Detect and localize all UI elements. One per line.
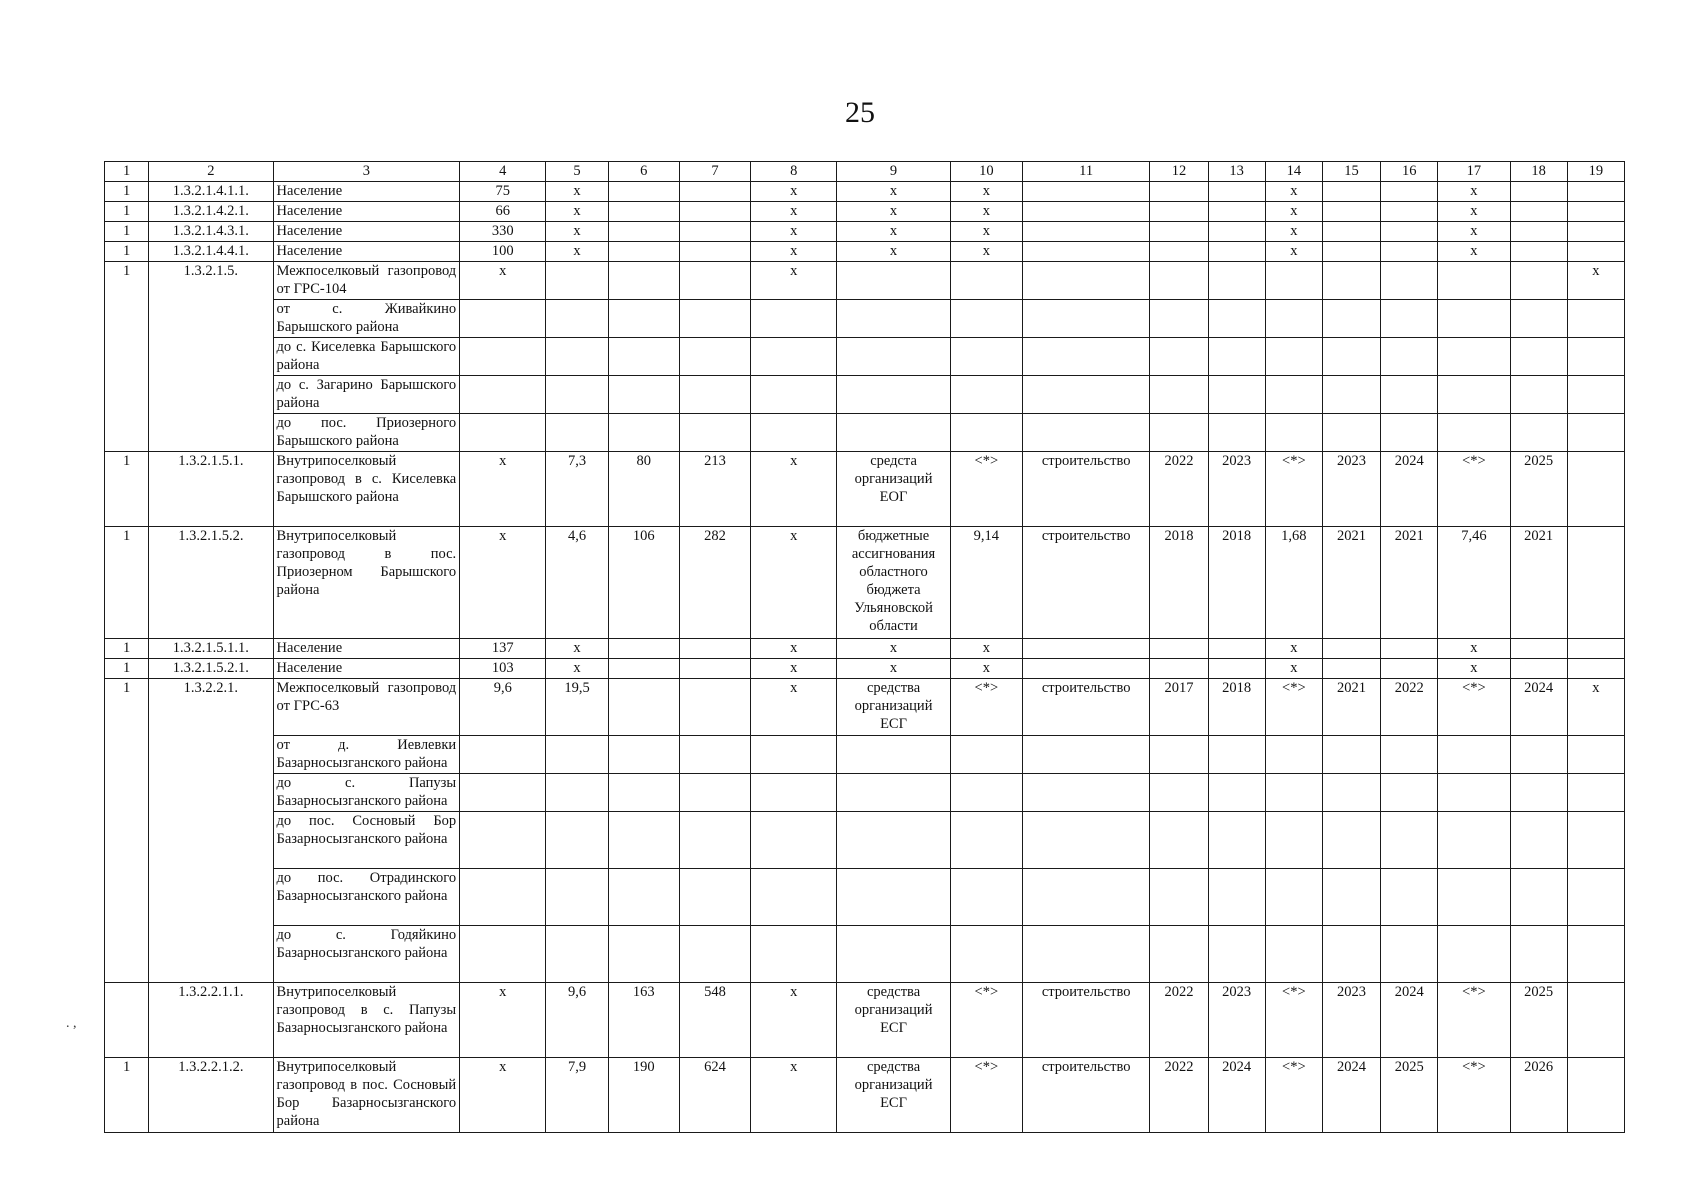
cell: x (546, 242, 608, 262)
cell (1381, 182, 1438, 202)
cell: x (1567, 679, 1624, 736)
cell: 1 (105, 182, 149, 202)
cell: 2023 (1322, 452, 1380, 527)
cell: x (1438, 639, 1510, 659)
cell: x (837, 202, 950, 222)
cell (679, 202, 750, 222)
cell: 2021 (1510, 527, 1567, 639)
cell (1022, 659, 1149, 679)
header-cell: 11 (1022, 162, 1149, 182)
cell: 1 (105, 679, 149, 983)
table-row (105, 527, 1625, 639)
cell (1510, 262, 1567, 300)
header-cell: 1 (105, 162, 149, 182)
cell: x (950, 242, 1022, 262)
cell: Внутрипоселковый газопровод в с. Киселевка Барышского района (273, 452, 460, 527)
cell: x (1438, 659, 1510, 679)
cell: x (1567, 262, 1624, 300)
cell: 2025 (1510, 452, 1567, 527)
cell (1510, 659, 1567, 679)
cell: <*> (1265, 679, 1322, 736)
cell (1150, 222, 1208, 242)
header-cell: 19 (1567, 162, 1624, 182)
cell: <*> (1438, 679, 1510, 736)
table-row (105, 376, 1625, 414)
cell: 2024 (1322, 1058, 1380, 1133)
cell: 2023 (1208, 983, 1265, 1058)
cell: до пос. Отрадинского Базарносызганского района (273, 869, 460, 926)
cell: 2024 (1510, 679, 1567, 736)
cell (1322, 242, 1380, 262)
cell: средства организаций ЕСГ (837, 679, 950, 736)
cell: x (1265, 202, 1322, 222)
cell: до с. Киселевка Барышского района (273, 338, 460, 376)
cell (1567, 202, 1624, 222)
table-row (105, 736, 1625, 774)
cell (1567, 1058, 1624, 1133)
cell (1150, 202, 1208, 222)
cell: от с. Живайкино Барышского района (273, 300, 460, 338)
table-row (105, 812, 1625, 869)
header-cell: 5 (546, 162, 608, 182)
cell (608, 679, 679, 736)
cell: 7,9 (546, 1058, 608, 1133)
cell (679, 659, 750, 679)
cell: x (751, 1058, 837, 1133)
cell (1510, 242, 1567, 262)
cell: строительство (1022, 1058, 1149, 1133)
cell: Население (273, 182, 460, 202)
cell (1208, 262, 1265, 300)
cell: до пос. Приозерного Барышского района (273, 414, 460, 452)
cell: x (460, 527, 546, 639)
cell: x (1265, 242, 1322, 262)
header-cell: 14 (1265, 162, 1322, 182)
cell: x (1438, 182, 1510, 202)
cell: 2022 (1150, 1058, 1208, 1133)
table-row (105, 679, 1625, 736)
cell (1150, 639, 1208, 659)
cell: до пос. Сосновый Бор Базарносызганского района (273, 812, 460, 869)
cell: <*> (950, 1058, 1022, 1133)
cell: 75 (460, 182, 546, 202)
table-row (105, 983, 1625, 1058)
cell (1381, 242, 1438, 262)
cell (679, 182, 750, 202)
cell: 330 (460, 222, 546, 242)
cell: x (460, 262, 546, 300)
header-cell: 18 (1510, 162, 1567, 182)
cell: Межпоселковый газопровод от ГРС-63 (273, 679, 460, 736)
cell (1510, 222, 1567, 242)
cell: x (546, 182, 608, 202)
table-row (105, 222, 1625, 242)
cell: x (950, 222, 1022, 242)
cell (1208, 242, 1265, 262)
header-cell: 2 (149, 162, 273, 182)
cell (679, 639, 750, 659)
table-row (105, 242, 1625, 262)
cell: Внутрипоселковый газопровод в пос. Сосновый Бор Базарносызганского района (273, 1058, 460, 1133)
cell (1208, 202, 1265, 222)
cell: 1.3.2.1.4.3.1. (149, 222, 273, 242)
cell: <*> (1438, 452, 1510, 527)
cell (1022, 222, 1149, 242)
header-cell: 12 (1150, 162, 1208, 182)
cell (1567, 222, 1624, 242)
header-cell: 9 (837, 162, 950, 182)
cell: x (1438, 222, 1510, 242)
cell: 2018 (1208, 527, 1265, 639)
cell: 1.3.2.1.5.2. (149, 527, 273, 639)
cell (679, 222, 750, 242)
cell (608, 182, 679, 202)
cell: x (950, 182, 1022, 202)
cell: x (837, 182, 950, 202)
cell: x (460, 452, 546, 527)
cell (1322, 202, 1380, 222)
cell: <*> (1438, 1058, 1510, 1133)
cell (1567, 983, 1624, 1058)
header-cell: 6 (608, 162, 679, 182)
cell: x (837, 639, 950, 659)
page-number: 25 (845, 96, 875, 129)
cell: 2023 (1208, 452, 1265, 527)
cell (1150, 182, 1208, 202)
cell (1208, 659, 1265, 679)
cell: x (546, 202, 608, 222)
cell: 1 (105, 1058, 149, 1133)
cell: <*> (1265, 1058, 1322, 1133)
cell (1322, 262, 1380, 300)
cell: Межпоселковый газопровод от ГРС-104 (273, 262, 460, 300)
cell (608, 202, 679, 222)
cell: строительство (1022, 679, 1149, 736)
cell: 1.3.2.1.4.1.1. (149, 182, 273, 202)
data-table (104, 161, 1625, 1133)
cell (1567, 182, 1624, 202)
cell: 137 (460, 639, 546, 659)
cell: от д. Иевлевки Базарносызганского района (273, 736, 460, 774)
cell: x (1438, 202, 1510, 222)
cell (679, 262, 750, 300)
cell (1438, 262, 1510, 300)
cell: 1.3.2.1.5.1. (149, 452, 273, 527)
cell: Население (273, 659, 460, 679)
table-row (105, 452, 1625, 527)
table-row (105, 300, 1625, 338)
cell: 2021 (1381, 527, 1438, 639)
cell: 282 (679, 527, 750, 639)
cell: строительство (1022, 983, 1149, 1058)
cell (1150, 659, 1208, 679)
cell: x (751, 679, 837, 736)
cell: 1.3.2.1.5.1.1. (149, 639, 273, 659)
cell: 103 (460, 659, 546, 679)
cell (1208, 639, 1265, 659)
cell (1510, 202, 1567, 222)
cell: 1,68 (1265, 527, 1322, 639)
cell: <*> (1438, 983, 1510, 1058)
cell: 9,6 (546, 983, 608, 1058)
cell: 100 (460, 242, 546, 262)
cell (1567, 452, 1624, 527)
header-cell: 16 (1381, 162, 1438, 182)
cell (950, 262, 1022, 300)
cell: 1 (105, 242, 149, 262)
cell (1022, 262, 1149, 300)
cell: 548 (679, 983, 750, 1058)
cell (1150, 262, 1208, 300)
cell: x (837, 242, 950, 262)
cell: строительство (1022, 527, 1149, 639)
cell (1567, 527, 1624, 639)
cell (608, 222, 679, 242)
cell: x (751, 222, 837, 242)
cell: 2021 (1322, 679, 1380, 736)
cell: 1.3.2.1.5.2.1. (149, 659, 273, 679)
cell: <*> (950, 679, 1022, 736)
cell: 7,3 (546, 452, 608, 527)
cell: x (950, 659, 1022, 679)
cell (1208, 182, 1265, 202)
cell: 1.3.2.1.4.4.1. (149, 242, 273, 262)
cell: Население (273, 242, 460, 262)
cell: Внутрипоселковый газопровод в с. Папузы Базарносызганского района (273, 983, 460, 1058)
cell: до с. Папузы Базарносызганского района (273, 774, 460, 812)
cell: Внутрипоселковый газопровод в пос. Приозерном Барышского района (273, 527, 460, 639)
cell (1381, 639, 1438, 659)
cell (1322, 659, 1380, 679)
cell (608, 242, 679, 262)
cell (1510, 639, 1567, 659)
table-row (105, 639, 1625, 659)
cell (1381, 262, 1438, 300)
table-row (105, 262, 1625, 300)
cell: 2023 (1322, 983, 1380, 1058)
cell: 2022 (1150, 983, 1208, 1058)
cell: 1 (105, 659, 149, 679)
cell: 19,5 (546, 679, 608, 736)
header-cell: 7 (679, 162, 750, 182)
cell: 9,6 (460, 679, 546, 736)
cell: Население (273, 639, 460, 659)
cell: 2025 (1510, 983, 1567, 1058)
cell: 1.3.2.1.4.2.1. (149, 202, 273, 222)
cell: 2024 (1381, 452, 1438, 527)
cell: x (460, 1058, 546, 1133)
cell: x (546, 222, 608, 242)
cell (1022, 202, 1149, 222)
cell: 2022 (1381, 679, 1438, 736)
cell: <*> (1265, 983, 1322, 1058)
cell (1381, 659, 1438, 679)
cell: 190 (608, 1058, 679, 1133)
header-row (105, 162, 1625, 182)
cell: строительство (1022, 452, 1149, 527)
cell (1381, 222, 1438, 242)
cell: <*> (1265, 452, 1322, 527)
table-row (105, 182, 1625, 202)
cell: 1 (105, 639, 149, 659)
cell: 66 (460, 202, 546, 222)
cell: 1 (105, 222, 149, 242)
cell: x (837, 659, 950, 679)
header-cell: 13 (1208, 162, 1265, 182)
cell: 1.3.2.1.5. (149, 262, 273, 452)
cell: 106 (608, 527, 679, 639)
table-row (105, 1058, 1625, 1133)
cell (608, 639, 679, 659)
cell: x (837, 222, 950, 242)
cell: 2017 (1150, 679, 1208, 736)
cell (608, 262, 679, 300)
cell: 213 (679, 452, 750, 527)
cell (1567, 659, 1624, 679)
cell: 624 (679, 1058, 750, 1133)
cell: <*> (950, 983, 1022, 1058)
cell: x (751, 262, 837, 300)
cell: 80 (608, 452, 679, 527)
cell: 1 (105, 262, 149, 452)
cell (1150, 242, 1208, 262)
header-cell: 8 (751, 162, 837, 182)
cell: 2022 (1150, 452, 1208, 527)
cell (679, 679, 750, 736)
cell (1322, 182, 1380, 202)
cell: 1.3.2.2.1. (149, 679, 273, 983)
header-cell: 15 (1322, 162, 1380, 182)
cell (1322, 639, 1380, 659)
cell (1567, 639, 1624, 659)
cell: x (460, 983, 546, 1058)
cell: x (751, 452, 837, 527)
cell (1022, 639, 1149, 659)
cell (1567, 242, 1624, 262)
cell: 1.3.2.2.1.1. (149, 983, 273, 1058)
cell: 1 (105, 527, 149, 639)
cell: 2026 (1510, 1058, 1567, 1133)
header-cell: 17 (1438, 162, 1510, 182)
cell (1265, 262, 1322, 300)
cell: x (1265, 222, 1322, 242)
cell: x (1265, 659, 1322, 679)
cell (105, 983, 149, 1058)
cell: 2021 (1322, 527, 1380, 639)
cell: 2024 (1381, 983, 1438, 1058)
cell: до с. Годяйкино Базарносызганского района (273, 926, 460, 983)
header-cell: 3 (273, 162, 460, 182)
cell (1322, 222, 1380, 242)
cell: Население (273, 202, 460, 222)
cell (608, 659, 679, 679)
cell (679, 242, 750, 262)
cell: средства организаций ЕСГ (837, 1058, 950, 1133)
cell: x (751, 639, 837, 659)
cell: x (950, 639, 1022, 659)
cell: 163 (608, 983, 679, 1058)
cell (1022, 182, 1149, 202)
cell: x (751, 202, 837, 222)
table-row (105, 202, 1625, 222)
cell: x (751, 182, 837, 202)
cell: x (950, 202, 1022, 222)
table-row (105, 869, 1625, 926)
cell: x (751, 983, 837, 1058)
cell: 2018 (1208, 679, 1265, 736)
table-row (105, 338, 1625, 376)
header-cell: 4 (460, 162, 546, 182)
cell: x (546, 659, 608, 679)
cell: 2025 (1381, 1058, 1438, 1133)
cell (1208, 222, 1265, 242)
cell: 7,46 (1438, 527, 1510, 639)
cell: x (751, 527, 837, 639)
table-row (105, 926, 1625, 983)
cell: x (751, 659, 837, 679)
cell: средста организаций ЕОГ (837, 452, 950, 527)
cell: x (1438, 242, 1510, 262)
cell: 1.3.2.2.1.2. (149, 1058, 273, 1133)
cell: средства организаций ЕСГ (837, 983, 950, 1058)
table-row (105, 659, 1625, 679)
cell (837, 262, 950, 300)
table-row (105, 414, 1625, 452)
scan-speck: . , (66, 1016, 77, 1031)
cell: x (546, 639, 608, 659)
cell (546, 262, 608, 300)
table-row (105, 774, 1625, 812)
cell: Население (273, 222, 460, 242)
cell: <*> (950, 452, 1022, 527)
cell: 9,14 (950, 527, 1022, 639)
cell: до с. Загарино Барышского района (273, 376, 460, 414)
cell: 4,6 (546, 527, 608, 639)
cell (1022, 242, 1149, 262)
cell (1510, 182, 1567, 202)
cell (1381, 202, 1438, 222)
cell: x (1265, 639, 1322, 659)
cell: 1 (105, 202, 149, 222)
cell: 2024 (1208, 1058, 1265, 1133)
cell: 1 (105, 452, 149, 527)
header-cell: 10 (950, 162, 1022, 182)
cell: x (1265, 182, 1322, 202)
cell: x (751, 242, 837, 262)
cell: бюджетные ассигнования областного бюджета Ульяновской области (837, 527, 950, 639)
cell: 2018 (1150, 527, 1208, 639)
